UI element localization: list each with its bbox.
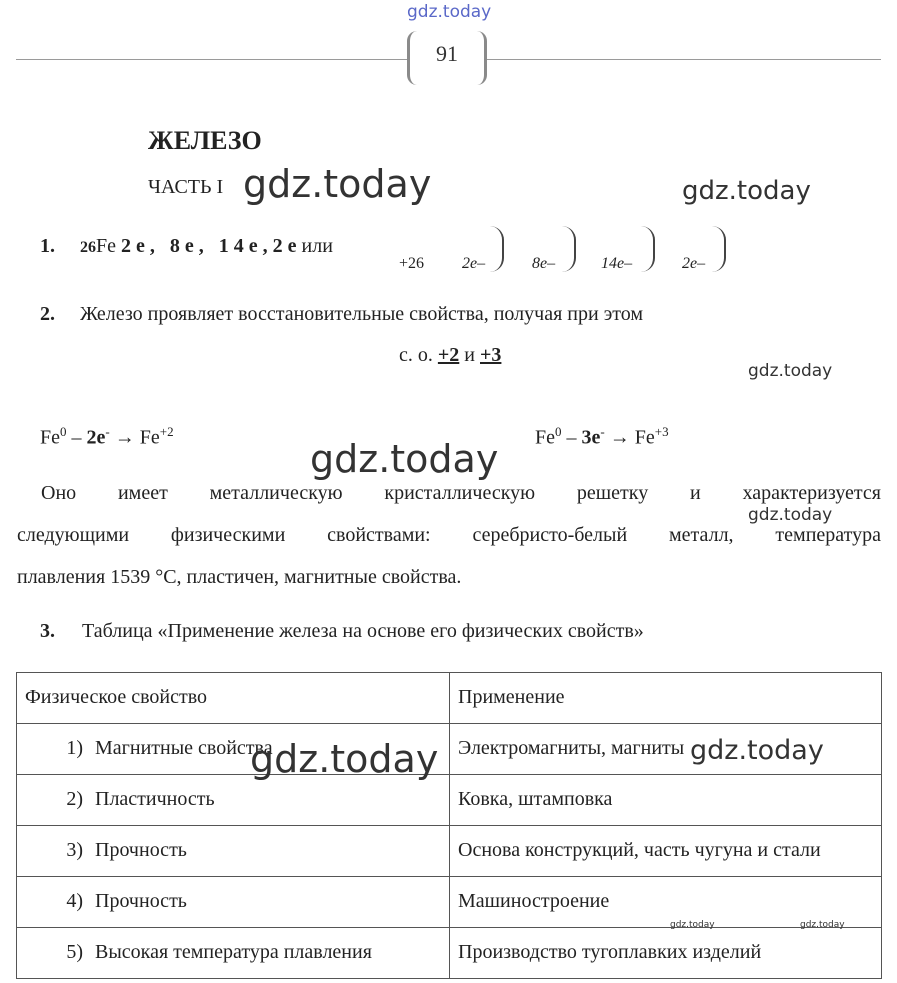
q1-formula <box>80 235 333 258</box>
eq1-electrons: 2e <box>86 426 106 449</box>
eq1-esup: - <box>105 424 110 439</box>
q1-prefix: 26 <box>80 239 96 256</box>
eq1-result: +2 <box>159 424 174 439</box>
header-rule-right <box>487 59 881 60</box>
table-cell-property <box>17 928 450 979</box>
q2-ox-prefix: с. о. <box>399 344 433 366</box>
table-cell-property <box>17 877 450 928</box>
watermark: gdz.today <box>748 505 833 525</box>
property-text: Прочность <box>95 890 187 912</box>
property-text: Высокая температура плавления <box>95 941 372 963</box>
q2-paragraph <box>17 472 881 598</box>
q1-shell-arc-2 <box>562 226 576 272</box>
table-cell-use: Ковка, штамповка <box>450 775 882 826</box>
header-rule-left <box>16 59 407 60</box>
table-cell-use: Электромагниты, магниты <box>450 724 882 775</box>
q2-oxidation-states <box>399 344 501 367</box>
table-cell-property <box>17 775 450 826</box>
eq2-fe: Fe <box>535 426 555 449</box>
q1-shell-4: 2e– <box>682 255 706 272</box>
q1-element: Fe <box>96 235 116 257</box>
property-text: Прочность <box>95 839 187 861</box>
q1-shell-3: 14e– <box>601 255 633 272</box>
q2-ox-a: +2 <box>437 344 460 366</box>
eq2-esup: - <box>600 424 605 439</box>
watermark: gdz.today <box>250 737 439 781</box>
watermark: gdz.today <box>800 920 845 930</box>
property-text: Магнитные свойства <box>95 737 273 759</box>
table-row <box>17 826 882 877</box>
table-cell-property <box>17 826 450 877</box>
eq1-fe: Fe <box>40 426 60 449</box>
table-cell-use: Основа конструкций, часть чугуна и стали <box>450 826 882 877</box>
row-index: 1) <box>66 737 83 759</box>
table-cell-use: Производство тугоплавких изделий <box>450 928 882 979</box>
property-text: Пластичность <box>95 788 215 810</box>
watermark: gdz.today <box>690 735 824 766</box>
q1-shell-arc-3 <box>641 226 655 272</box>
q1-number: 1. <box>40 235 55 257</box>
table-header-use: Применение <box>450 673 882 724</box>
q1-nucleus: +26 <box>399 255 425 272</box>
table-header-property: Физическое свойство <box>17 673 450 724</box>
row-index: 3) <box>66 839 83 861</box>
eq2-minus: – <box>561 426 582 449</box>
watermark: gdz.today <box>682 176 811 206</box>
q1-or: или <box>301 235 333 257</box>
q3-number: 3. <box>40 620 55 642</box>
eq2-electrons: 3e <box>581 426 601 449</box>
eq1-minus: – <box>66 426 87 449</box>
page-number: 91 <box>407 31 487 85</box>
eq2-sup0: 0 <box>555 424 562 439</box>
q1-config: 2 е , 8 е , 1 4 е , 2 е <box>121 235 297 257</box>
q2-text: Железо проявляет восстановительные свойства, получая при этом <box>80 303 644 325</box>
watermark: gdz.today <box>670 920 715 930</box>
paragraph-line-3: плавления 1539 °С, пластичен, магнитные свойства. <box>17 566 462 588</box>
row-index: 2) <box>66 788 83 810</box>
eq2-result: +3 <box>654 424 669 439</box>
watermark: gdz.today <box>748 361 833 381</box>
table-row <box>17 928 882 979</box>
table-row <box>17 877 882 928</box>
table-cell-use: Машиностроение <box>450 877 882 928</box>
q2-ox-b: +3 <box>480 344 502 366</box>
q1-shell-arc-1 <box>490 226 504 272</box>
part-label: ЧАСТЬ I <box>148 176 224 198</box>
q1-shell-arc-4 <box>712 226 726 272</box>
q2-number: 2. <box>40 303 55 325</box>
paragraph-line-2: следующими физическими свойствами: серебристо-белый металл, температура <box>17 524 881 546</box>
eq1-sup0: 0 <box>60 424 67 439</box>
row-index: 4) <box>66 890 83 912</box>
watermark: gdz.today <box>243 162 432 206</box>
q2-equation-1 <box>40 424 174 450</box>
q2-ox-and: и <box>464 344 475 366</box>
row-index: 5) <box>66 941 83 963</box>
table-row <box>17 775 882 826</box>
q3-title: Таблица «Применение железа на основе его физических свойств» <box>82 620 644 642</box>
eq2-arrow: → Fe <box>604 426 655 449</box>
watermark: gdz.today <box>310 437 499 481</box>
properties-table <box>16 672 882 979</box>
q2-equation-2 <box>535 424 669 450</box>
page-title: ЖЕЛЕЗО <box>148 126 262 155</box>
watermark-top: gdz.today <box>407 2 492 22</box>
q1-shell-2: 8e– <box>532 255 556 272</box>
q1-shell-1: 2e– <box>462 255 486 272</box>
table-header-row <box>17 673 882 724</box>
eq1-arrow: → Fe <box>109 426 160 449</box>
paragraph-line-1: Оно имеет металлическую кристаллическую решетку и характеризуется <box>41 482 881 504</box>
